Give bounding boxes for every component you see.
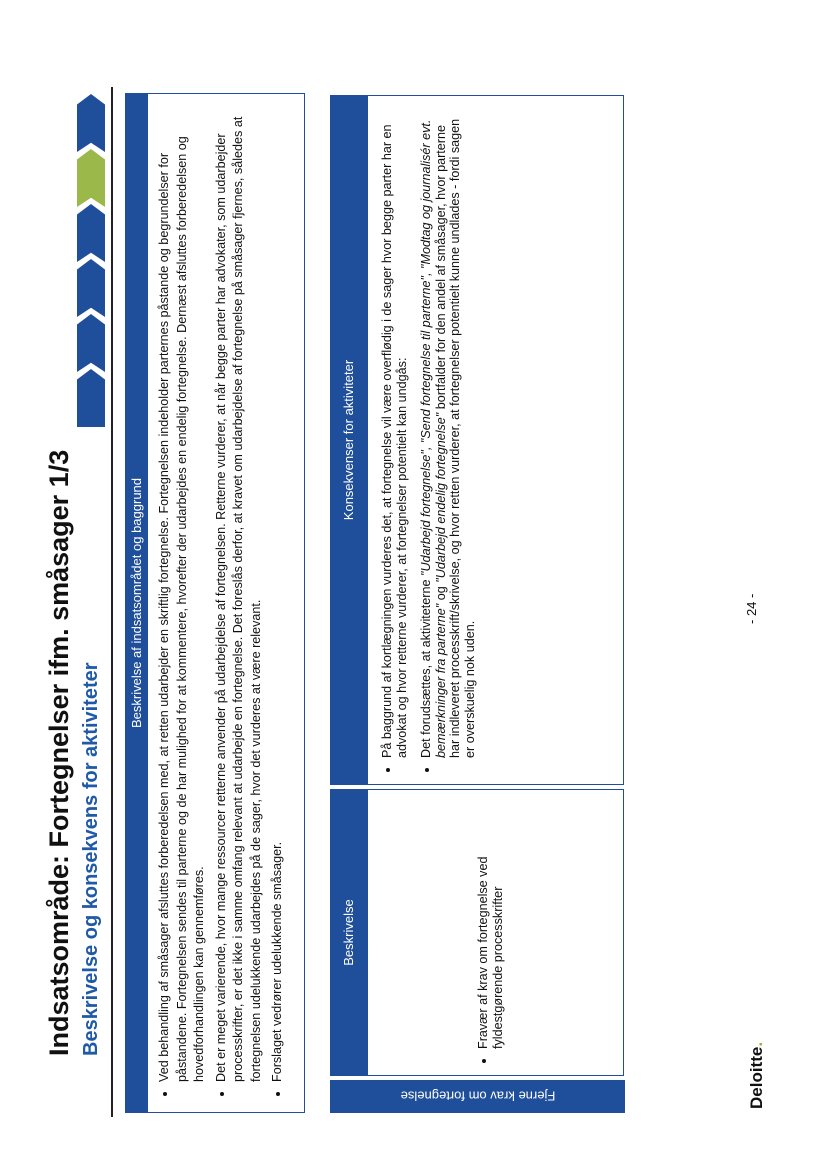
row-label-cell [330, 1080, 625, 1113]
background-panel [125, 93, 305, 1113]
activity-table [330, 95, 625, 1113]
progress-step-6 [77, 94, 105, 152]
background-bullet: • Ved behandling af småsager afsluttes forberedelsen med, at retten udarbejder en skriftlig fortegnelse. Fortegnelsen indeholder parternes påstande og begrundelser for påstandene. Fortegnelsen sendes til parterne og de har mulighed for at kommentere, hvorefter der udarbejdes en endelig fortegnelse. Dernæst afsluttes forberedelsen og hovedforhandlingen kan gennemføres. [156, 106, 209, 1082]
consequences-bullet [419, 108, 477, 758]
activity-names: "Udarbejd endelig fortegnelse" [433, 412, 448, 583]
deloitte-logo [747, 1042, 767, 1109]
bullet-text: og [433, 582, 448, 604]
progress-step-1 [77, 369, 105, 427]
background-bullet: • Forslaget vedrører udelukkende småsager. [269, 106, 287, 1082]
background-panel-heading: Beskrivelse af indsatsområdet og baggrund [126, 94, 148, 1112]
description-bullet: • Fravær af krav om fortegnelse ved fyldestgørende processkrifter [476, 800, 505, 1049]
consequences-bullet: • På baggrund af kortlægningen vurderes det, at fortegnelse vil være overflødig i de sager hvor begge parter har en advokat og hvor retterne vurderer, at fortegnelser potentielt kan undgås: [380, 108, 409, 758]
background-bullet-list [156, 106, 287, 1098]
progress-step-3 [77, 259, 105, 317]
title-divider [111, 87, 113, 1117]
consequences-cell [368, 95, 624, 785]
logo-dot: . [747, 1041, 766, 1047]
col-heading-consequences: Konsekvenser for aktiviteter [330, 95, 368, 785]
bullet-text: bortfalder for den andel af småsager, hvor parterne har indleveret processkrift/skrivelse, og hvor retten vurderer, at fortegnelser potentielt kunne undlades - fordi sagen er overskuelig nok uden. [433, 118, 477, 758]
page-title: Indsatsområde: Fortegnelser ifm. småsager 1/3 [44, 449, 74, 1056]
page-number: - 24 - [744, 593, 759, 624]
description-cell [368, 789, 624, 1076]
row-label: Fjerne krav om fortegnelse [400, 1089, 555, 1104]
bullet-text: Det forudsættes, at aktiviteterne [419, 576, 433, 758]
progress-step-4 [77, 204, 105, 262]
progress-step-2 [77, 314, 105, 372]
description-bullet-list [476, 800, 505, 1065]
consequences-bullet-list [380, 108, 477, 774]
progress-step-5 [77, 149, 105, 207]
col-heading-description: Beskrivelse [330, 789, 368, 1076]
logo-text: Deloitte [747, 1046, 766, 1109]
background-bullet: • Det er meget varierende, hvor mange ressourcer retterne anvender på udarbejdelse af fortegnelsen. Retterne vurderer, at når begge parter har advokater, som udarbejder processkrifter, er det ikke i samme omfang relevant at udarbejde en fortegnelse. Det foreslås derfor, at kravet om udarbejdelse af fortegnelse på småsager fjernes, således at fortegnelsen udelukkende udarbejdes på de sager, hvor det vurderes at være relevant. [213, 106, 266, 1082]
activity-names: "Udarbejd fortegnelse", "Send fortegnelse til parterne", "Modtag og journalisér evt. bemærkninger fra parterne" [419, 119, 448, 758]
progress-chevrons [77, 87, 105, 427]
page-subtitle: Beskrivelse og konsekvens for aktiviteter [80, 662, 102, 1056]
